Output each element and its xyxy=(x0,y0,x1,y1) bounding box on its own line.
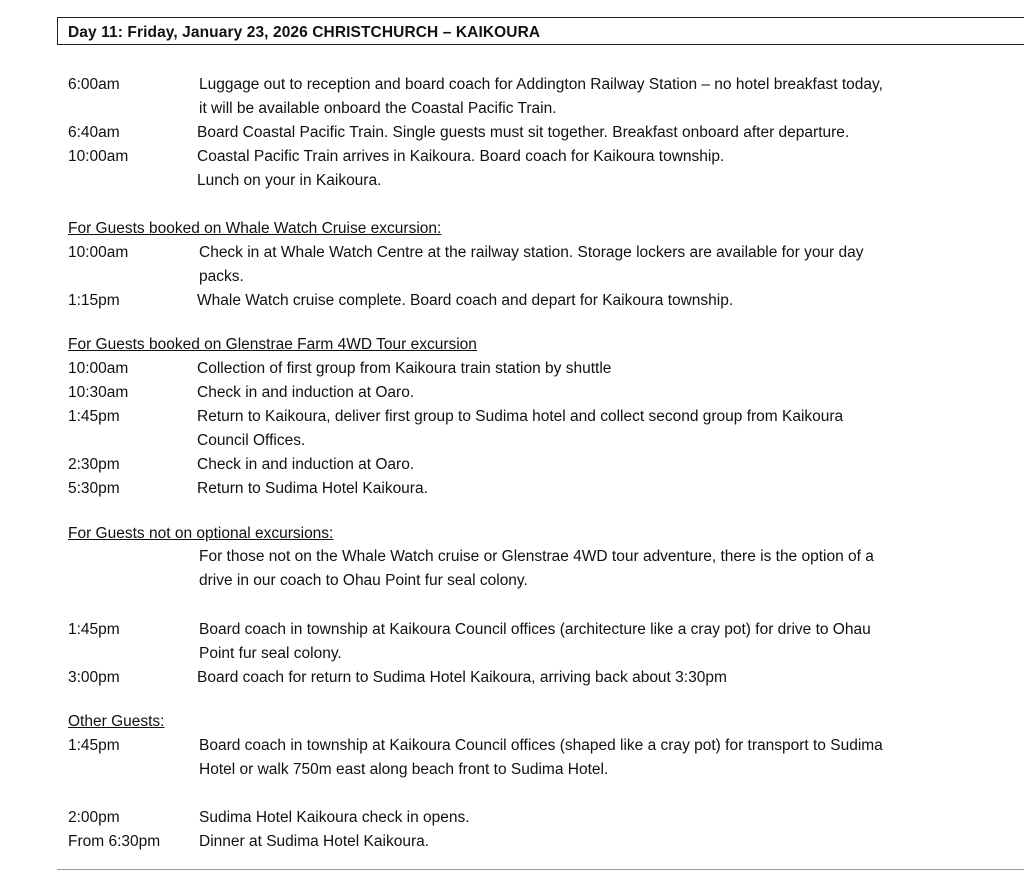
description-line: Coastal Pacific Train arrives in Kaikoura. Board coach for Kaikoura township. xyxy=(197,148,725,165)
schedule-description xyxy=(199,73,1009,121)
description-line: Return to Sudima Hotel Kaikoura. xyxy=(197,480,428,497)
schedule-description xyxy=(199,734,1009,782)
schedule-description xyxy=(197,477,1007,501)
description-line: Board coach in township at Kaikoura Council offices (architecture like a cray pot) for drive to Ohau xyxy=(199,621,871,638)
schedule-description xyxy=(199,545,1009,593)
schedule-time: 5:30pm xyxy=(68,480,120,497)
schedule-time: 10:00am xyxy=(68,360,129,377)
schedule-time: 1:45pm xyxy=(68,737,120,754)
description-line: Point fur seal colony. xyxy=(199,645,342,662)
description-line: Lunch on your in Kaikoura. xyxy=(197,172,382,189)
schedule-time: From 6:30pm xyxy=(68,833,161,850)
schedule-description xyxy=(197,145,1007,193)
schedule-description xyxy=(197,357,1007,381)
description-line: Check in and induction at Oaro. xyxy=(197,384,415,401)
schedule-time: 2:00pm xyxy=(68,809,120,826)
description-line: Hotel or walk 750m east along beach front to Sudima Hotel. xyxy=(199,761,609,778)
schedule-description xyxy=(197,381,1007,405)
schedule-time: 10:30am xyxy=(68,384,129,401)
schedule-description xyxy=(199,806,1009,830)
description-line: Return to Kaikoura, deliver first group to Sudima hotel and collect second group from Kaikoura xyxy=(197,408,844,425)
schedule-time: 10:00am xyxy=(68,244,129,261)
schedule-description xyxy=(197,405,1007,453)
bottom-divider xyxy=(57,869,1024,870)
schedule-description xyxy=(199,241,1009,289)
description-line: it will be available onboard the Coastal Pacific Train. xyxy=(199,100,557,117)
description-line: Board coach for return to Sudima Hotel Kaikoura, arriving back about 3:30pm xyxy=(197,669,727,686)
description-line: Council Offices. xyxy=(197,432,306,449)
schedule-description xyxy=(199,618,1009,666)
day-title: Day 11: Friday, January 23, 2026 CHRISTCHURCH – KAIKOURA xyxy=(68,24,541,41)
description-line: For those not on the Whale Watch cruise or Glenstrae 4WD tour adventure, there is the option of a xyxy=(199,548,874,565)
section-heading-not-optional: For Guests not on optional excursions: xyxy=(68,525,334,542)
schedule-description xyxy=(197,121,1007,145)
description-line: drive in our coach to Ohau Point fur seal colony. xyxy=(199,572,528,589)
description-line: Board coach in township at Kaikoura Council offices (shaped like a cray pot) for transport to Sudima xyxy=(199,737,883,754)
section-heading-whale-watch: For Guests booked on Whale Watch Cruise excursion: xyxy=(68,220,442,237)
schedule-description xyxy=(197,453,1007,477)
schedule-time: 1:15pm xyxy=(68,292,120,309)
schedule-time: 6:00am xyxy=(68,76,120,93)
day-header-box xyxy=(57,17,1024,45)
schedule-description xyxy=(197,289,1007,313)
description-line: Sudima Hotel Kaikoura check in opens. xyxy=(199,809,470,826)
description-line: Check in at Whale Watch Centre at the railway station. Storage lockers are available for your day xyxy=(199,244,864,261)
description-line: Collection of first group from Kaikoura train station by shuttle xyxy=(197,360,612,377)
section-heading-glenstrae: For Guests booked on Glenstrae Farm 4WD Tour excursion xyxy=(68,336,477,353)
description-line: Luggage out to reception and board coach for Addington Railway Station – no hotel breakfast today, xyxy=(199,76,883,93)
description-line: Check in and induction at Oaro. xyxy=(197,456,415,473)
description-line: packs. xyxy=(199,268,244,285)
schedule-description xyxy=(199,830,1009,854)
schedule-time: 2:30pm xyxy=(68,456,120,473)
section-heading-other-guests: Other Guests: xyxy=(68,713,165,730)
description-line: Whale Watch cruise complete. Board coach and depart for Kaikoura township. xyxy=(197,292,734,309)
description-line: Board Coastal Pacific Train. Single guests must sit together. Breakfast onboard after departure. xyxy=(197,124,850,141)
schedule-time: 3:00pm xyxy=(68,669,120,686)
schedule-time: 1:45pm xyxy=(68,621,120,638)
schedule-time: 6:40am xyxy=(68,124,120,141)
schedule-time: 1:45pm xyxy=(68,408,120,425)
schedule-time: 10:00am xyxy=(68,148,129,165)
description-line: Dinner at Sudima Hotel Kaikoura. xyxy=(199,833,430,850)
schedule-description xyxy=(197,666,1007,690)
